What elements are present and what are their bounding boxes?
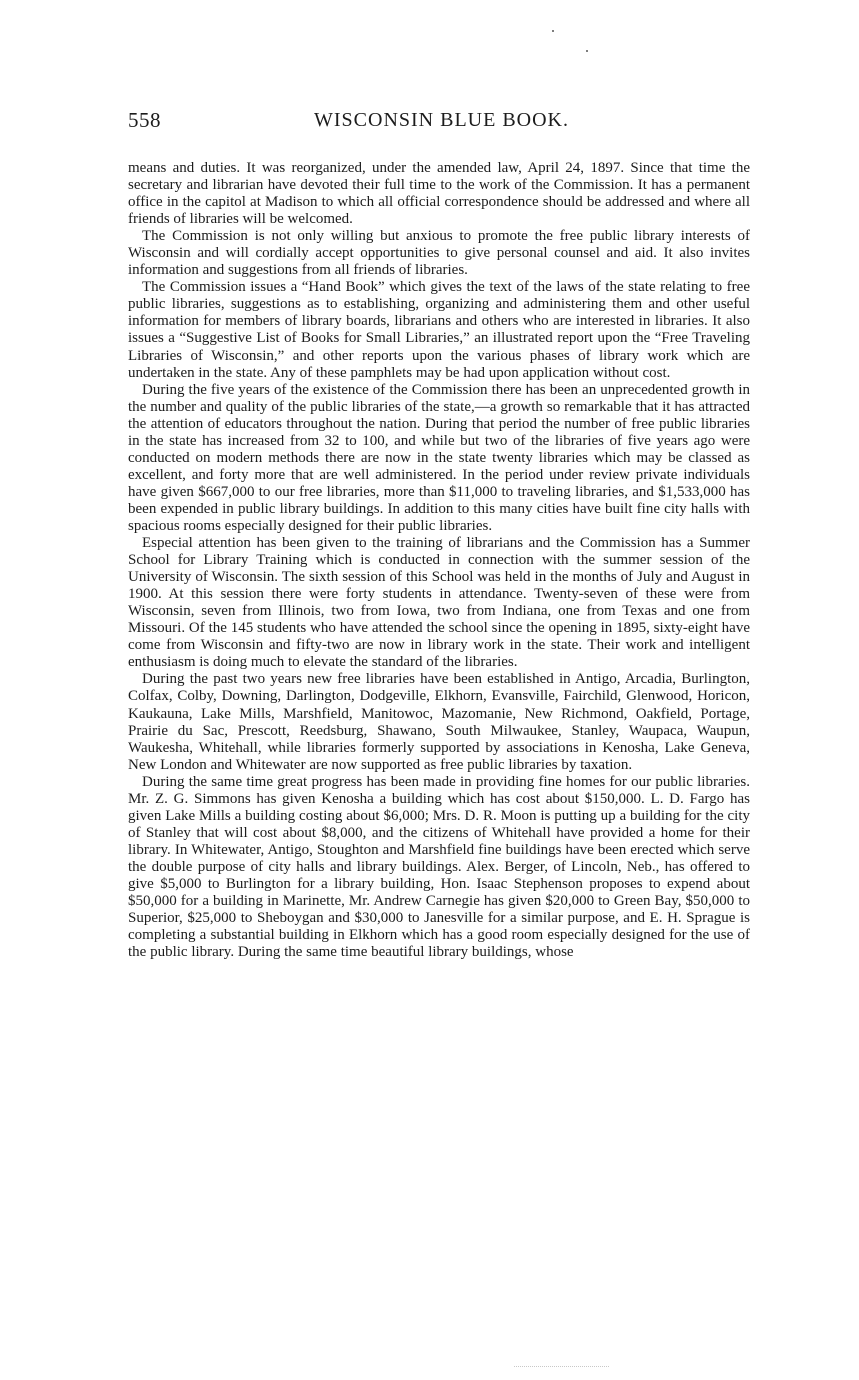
paragraph: The Commission is not only willing but anxious to promote the free public library interests of Wisconsin and will cordially accept opportunities to give personal counsel and aid. It also invites information and suggestions from all friends of libraries. (128, 228, 750, 279)
paragraph: The Commission issues a “Hand Book” which gives the text of the laws of the state relating to free public libraries, suggestions as to establishing, organizing and administering them and other useful information for members of library boards, librarians and others who are interested in libraries. It also issues a “Suggestive List of Books for Small Libraries,” an illustrated report upon the “Free Traveling Libraries of Wisconsin,” and other reports upon the various phases of library work which are undertaken in the state. Any of these pamphlets may be had upon application without cost. (128, 279, 750, 381)
faint-bleed-through-mark (514, 1366, 609, 1369)
running-title: WISCONSIN BLUE BOOK. (314, 109, 569, 131)
paragraph: During the past two years new free libraries have been established in Antigo, Arcadia, Burlington, Colfax, Colby, Downing, Darlington, Dodgeville, Elkhorn, Evansville, Fairchild, Glenwood, Horicon, Kaukauna, Lake Mills, Marshfield, Manitowoc, Mazomanie, New Richmond, Oakfield, Portage, Prairie du Sac, Prescott, Reedsburg, Shawano, South Milwaukee, Stanley, Waupaca, Waupun, Waukesha, Whitehall, while libraries formerly supported by associations in Kenosha, Lake Geneva, New London and Whitewater are now supported as free public libraries by taxation. (128, 671, 750, 773)
print-speck (552, 30, 554, 32)
paragraph: means and duties. It was reorganized, under the amended law, April 24, 1897. Since that time the secretary and librarian have devoted their full time to the work of the Commission. It has a permanent office in the capitol at Madison to which all official correspondence should be addressed and where all friends of libraries will be welcomed. (128, 160, 750, 228)
print-speck (586, 50, 588, 52)
paragraph: During the same time great progress has been made in providing fine homes for our public libraries. Mr. Z. G. Simmons has given Kenosha a building which has cost about $150,000. L. D. Fargo has given Lake Mills a building costing about $6,000; Mrs. D. R. Moon is putting up a building for the city of Stanley that will cost about $8,000, and the citizens of Whitehall have provided a home for their library. In Whitewater, Antigo, Stoughton and Marshfield fine buildings have been erected which serve the double purpose of city halls and library buildings. Alex. Berger, of Lincoln, Neb., has offered to give $5,000 to Burlington for a library building, Hon. Isaac Stephenson proposes to expend about $50,000 for a building in Marinette, Mr. Andrew Carnegie has given $20,000 to Green Bay, $50,000 to Superior, $25,000 to Sheboygan and $30,000 to Janesville for a similar purpose, and E. H. Sprague is completing a substantial building in Elkhorn which has a good room especially designed for the use of the public library. During the same time beautiful library buildings, whose (128, 773, 750, 961)
paragraph: During the five years of the existence of the Commission there has been an unprecedented growth in the number and quality of the public libraries of the state,—a growth so remarkable that it has attracted the attention of educators throughout the nation. During that period the number of free public libraries in the state has increased from 32 to 100, and while but two of the libraries of five years ago were conducted on modern methods there are now in the state twenty libraries which may be classed as excellent, and forty more that are well administered. In the period under review private individuals have given $667,000 to our free libraries, more than $11,000 to traveling libraries, and $1,533,000 has been expended in public library buildings. In addition to this many cities have built fine city halls with spacious rooms especially designed for their public libraries. (128, 381, 750, 534)
page-number: 558 (128, 108, 161, 132)
page-header (128, 108, 742, 138)
body-text (128, 160, 750, 961)
paragraph: Especial attention has been given to the training of librarians and the Commission has a Summer School for Library Training which is conducted in connection with the summer session of the University of Wisconsin. The sixth session of this School was held in the months of July and August in 1900. At this session there were forty students in attendance. Twenty-seven of these were from Wisconsin, seven from Illinois, two from Iowa, two from Indiana, one from Texas and one from Missouri. Of the 145 students who have attended the school since the opening in 1895, sixty-eight have come from Wisconsin and fifty-two are now in library work in the state. Their work and intelligent enthusiasm is doing much to elevate the standard of the libraries. (128, 535, 750, 671)
